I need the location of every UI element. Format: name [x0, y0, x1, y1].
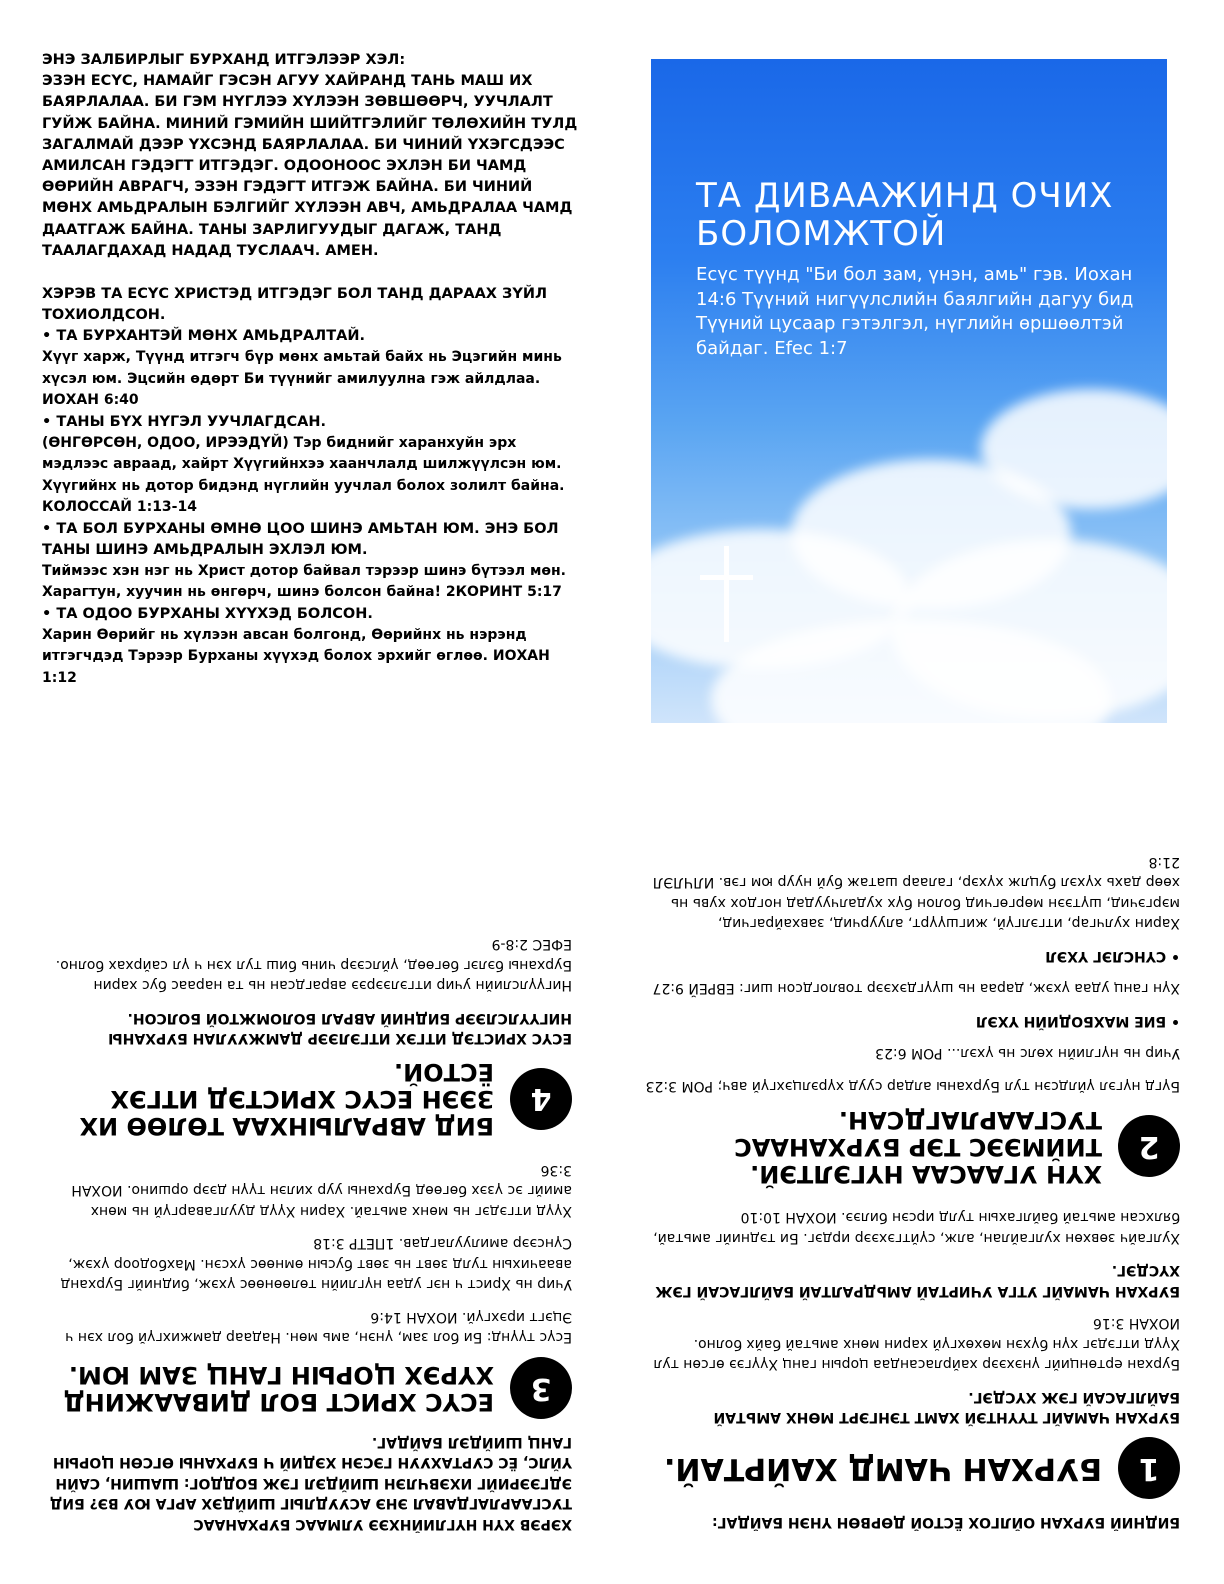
step-3-verse-3: Хүүд итгэдэг нь мөнх амьтай. Харин Хүүд дуулгаваргүй нь мөнх амийг эс үзэх бөгөөд Бурханы уур хилэн түүн дээр оршино. ИОХАН 3:36	[71, 1162, 572, 1219]
promise-body-2: (ӨНГӨРСӨН, ОДОО, ИРЭЭДҮЙ) Тэр биднийг харанхуйн эрх мэдлээс авраад, хайрт Хүүгийнхээ хаанчлалд шилжүүлсэн юм. Хүүгийнх нь дотор бидэнд нүглийн уучлал болох золилт байна. КОЛОССАЙ 1:13-14	[42, 434, 565, 516]
step-2-bullet-1: • БИЕ МАХБОДИЙН ҮХЭЛ	[975, 1013, 1180, 1029]
solution-intro: ХЭРЭВ ХҮН НҮГЛИЙНХЭЭ УЛМААС БУРХАНААС ТУСГААРЛАГДАВАЛ ЭНЭ АСУУДЛЫГ ШИЙДЭХ АРГА ЮУ ВЭ? БИД ЭДГЭЭРИЙГ ИХЭВЧЛЭН ШИЙДЭЛ ГЭЖ БОДДОГ: ШАШИН, САЙН ҮЙЛС, ЁС СУРТАХУУН ГЭСЭН ХЭДИЙ Ч БУРХАНЫ ӨГСӨН ЦОРЫН ГАНЦ ШИЙДЭЛ БАЙДАГ.	[49, 1434, 572, 1532]
step-2-verse-3: Хүн ганц удаа үхэж, дараа нь шүүгдэхээр товлогдсон шиг: ЕВРЕЙ 9:27	[652, 980, 1180, 997]
step-2-bullet-2: • СҮНСЛЭГ ҮХЭЛ	[1045, 948, 1180, 964]
step-3-title: ЕСҮС ХРИСТ БОЛ ДИВААЖИНД ХҮРЭХ ЦОРЫН ГАНЦ ЗАМ ЮМ.	[63, 1361, 494, 1417]
step-2-verse-2: Учир нь нүглийн хөлс нь үхэл... РОМ 6:23	[875, 1045, 1180, 1062]
step-1-verse-1: Бурхан ертөнцийг үнэхээр хайрласандаа цорын ганц Хүүгээ өгсөн тул Хүүд итгэдэг хүн бүхэн мөхөхгүй харин мөнх амьтай байх болно. ИОХАН 3:16	[653, 1315, 1180, 1373]
steps-1-2-panel	[640, 832, 1180, 1532]
step-2-title: ХҮН УГААСАА НҮГЭЛТЭЙ. ТИЙМЭЭС ТЭР БУРХАНААС ТУСГААРЛАГДСАН.	[734, 1106, 1102, 1188]
promise-body-3: Тиймээс хэн нэг нь Христ дотор байвал тэрээр шинэ бүтээл мөн. Харагтун, хуучин нь өнгөрч, шинэ болсон байна! 2КОРИНТ 5:17	[42, 562, 566, 601]
prayer-text: ЭЗЭН ЕСҮС, НАМАЙГ ГЭСЭН АГУУ ХАЙРАНД ТАНЬ МАШ ИХ БАЯРЛАЛАА. БИ ГЭМ НҮГЛЭЭ ХҮЛЭЭН ЗӨВШӨӨРЧ, УУЧЛАЛТ ГУЙЖ БАЙНА. МИНИЙ ГЭМИЙН ШИЙТГЭЛИЙГ ТӨЛӨХИЙН ТУЛД ЗАГАЛМАЙ ДЭЭР ҮХСЭНД БАЯРЛАЛАА. БИ ЧИНИЙ ҮХЭГСДЭЭС АМИЛСАН ГЭДЭГТ ИТГЭДЭГ. ОДООНООС ЭХЛЭН БИ ЧАМД ӨӨРИЙН АВРАГЧ, ЭЗЭН ГЭДЭГТ ИТГЭЖ БАЙНА. БИ ЧИНИЙ МӨНХ АМЬДРАЛЫН БЭЛГИЙГ ХҮЛЭЭН АВЧ, АМЬДРАЛАА ЧАМД ДААТГАЖ БАЙНА. ТАНЫ ЗАРЛИГУУДЫГ ДАГАЖ, ТАНД ТААЛАГДАХАД НАДАД ТУСЛААЧ. АМЕН.	[42, 73, 578, 259]
step-2-verse-1: Бүгд нүгэл үйлдсэн тул Бурханы алдар сууд хүрэлцэхгүй авч; РОМ 3:23	[645, 1078, 1180, 1094]
believer-heading: ХЭРЭВ ТА ЕСҮС ХРИСТЭД ИТГЭДЭГ БОЛ ТАНД ДАРААХ ЗҮЙЛ ТОХИОЛДСОН.	[42, 286, 548, 324]
step-4-statement: ЕСҮС ХРИСТЭД ИТГЭХ ИТГЭЛЭЭР ДАМЖУУЛАН БУРХАНЫ НИГҮҮЛСЛЭЭР БИДНИЙ АВРАЛ БОЛОМЖТОЙ БОЛСОН.	[108, 1010, 572, 1047]
step-3-verse-1: Есүс түүнд: Би бол зам, үнэн, амь мөн. Надаар дамжихгүй бол хэн ч Эцэгт ирэхгүй. ИОХАН 14:6	[65, 1309, 572, 1346]
prayer-intro: ЭНЭ ЗАЛБИРЛЫГ БУРХАНД ИТГЭЛЭЭР ХЭЛ:	[42, 52, 406, 68]
promise-title-4: • ТА ОДОО БУРХАНЫ ХҮҮХЭД БОЛСОН.	[42, 605, 373, 622]
step-number-badge: 1	[1118, 1438, 1180, 1500]
steps-3-4-panel	[42, 864, 572, 1534]
step-4-title: БИД АВРАЛЫНХАА ТӨЛӨӨ ИХ ЗЭЭН ЕСҮС ХРИСТЭД ИТГЭХ ЁСТОЙ.	[79, 1058, 494, 1141]
step-number-badge: 4	[510, 1068, 572, 1130]
prayer-panel	[42, 50, 582, 689]
step-2	[640, 852, 1180, 1188]
promise-title-2: • ТАНЫ БҮХ НҮГЭЛ УУЧЛАГДСАН.	[42, 413, 327, 430]
promise-body-1: Хүүг харж, Түүнд итгэгч бүр мөнх амьтай байх нь Эцэгийн минь хүсэл юм. Эцсийн өдөрт Би түүнийг амилуулна гэж айлдлаа. ИОХАН 6:40	[42, 349, 562, 409]
step-2-verse-4: Харин хулчгар, итгэлгүй, жигшүүрт, алуурчид, завхайрагчид, мэргэчид, шүтээн мөргөгчид болон бүх худалчуудад ногдох хувь нь хөөр дахь хүхэл буцлж хүхэр, галаар шатаж буй нуур юм гэв. ИЛЧЛЭЛ 21:8	[652, 854, 1180, 932]
step-1-title: БУРХАН ЧАМД ХАЙРТАЙ.	[664, 1451, 1102, 1487]
step-1-statement-1: БУРХАН ЧАМАЙГ ТҮҮНТЭЙ ХАМТ ТЭНГЭРТ МӨНХ АМЬТАЙ БАЙЛГАСАЙ ГЭЖ ХҮСДЭГ.	[713, 1389, 1180, 1426]
cross-icon	[724, 546, 729, 642]
promise-title-3: • ТА БОЛ БУРХАНЫ ӨМНӨ ЦОО ШИНЭ АМЬТАН ЮМ. ЭНЭ БОЛ ТАНЫ ШИНЭ АМЬДРАЛЫН ЭХЛЭЛ ЮМ.	[42, 520, 559, 558]
promise-title-1: • ТА БУРХАНТЭЙ МӨНХ АМЬДРАЛТАЙ.	[42, 328, 365, 345]
cross-icon-bar	[700, 575, 753, 580]
step-4	[42, 934, 572, 1140]
step-3-verse-2: Учир нь Христ ч нэг удаа нүглийн төлөөнөөс үхэж, биднийг Бурханд аваачихын тулд зөвт нь зөвт бусын өмнөөс үхсэн. Махбодоор үхэж, Сүнсээр амилуулагдав. 1ПЕТР 3:18	[60, 1235, 572, 1293]
promise-body-4: Харин Өөрийг нь хүлээн авсан болгонд, Өөрийнх нь нэрэнд итгэгчдэд Тэрээр Бурханы хүүхэд болох эрхийг өглөө. ИОХАН 1:12	[42, 626, 550, 686]
step-1	[640, 1207, 1180, 1500]
step-4-verse: Нигүүлслийн учир итгэлээрээ аврагдсан нь та нараас бус харин Бурханы бэлэг бөгөөд, үйлсээр чинь биш тул хэн ч үл сайрхах болно. ЕФЕС 2:8-9	[55, 936, 572, 994]
cover-verse: Есүс түүнд "Би бол зам, үнэн, амь" гэв. Иохан 14:6 Түүний нигүүлслийн баялгийн дагуу бид Түүний цусаар гэтэлгэл, нүглийн өршөөлтэй байдаг. Efec 1:7	[696, 264, 1134, 359]
step-1-statement-2: БУРХАН ЧАМАЙГ УТГА УЧИРТАЙ АМЬДРАЛТАЙ БАЙЛГАСАЙ ГЭЖ ХҮСДЭГ.	[655, 1262, 1180, 1299]
truths-intro: БИДНИЙ БУРХАН ОЙЛГОХ ЁСТОЙ ДӨРВӨН ҮНЭН БАЙДАГ:	[711, 1514, 1180, 1530]
cover-title: ТА ДИВААЖИНД ОЧИХ БОЛОМЖТОЙ	[696, 176, 1114, 254]
step-1-verse-2: Хулгайч зөвхөн хулгайлан, алж, сүйтгэхээр ирдэг. Би тэднийг амьтай, бялхсан амьтай байлгахын тулд ирсэн билээ. ИОХАН 10:10	[653, 1209, 1180, 1246]
step-3	[42, 1160, 572, 1420]
step-number-badge: 3	[510, 1358, 572, 1420]
step-number-badge: 2	[1118, 1116, 1180, 1178]
